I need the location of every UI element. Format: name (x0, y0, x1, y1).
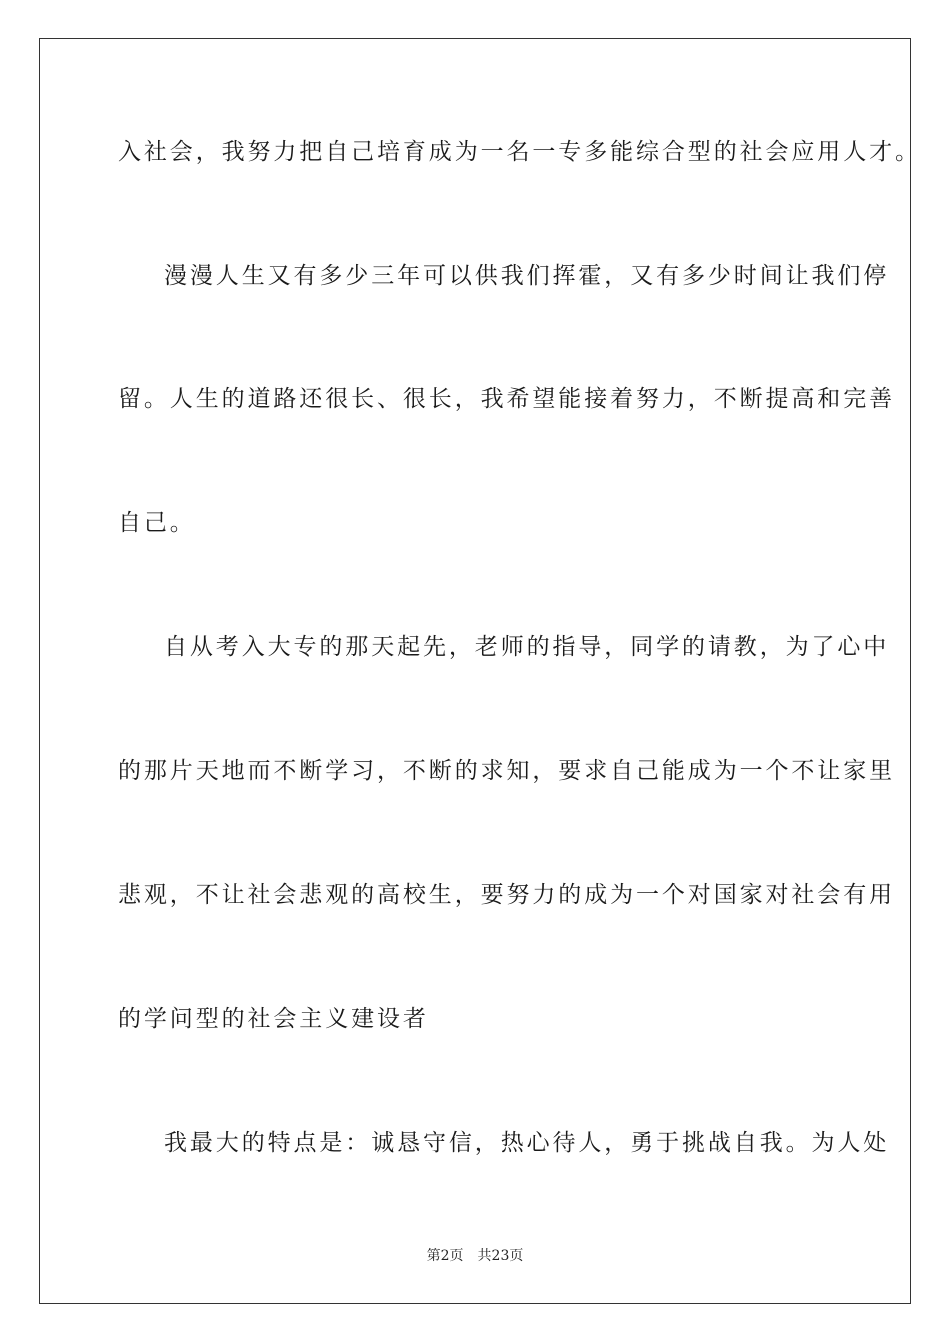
paragraph-line-9: 我最大的特点是：诚恳守信，热心待人，勇于挑战自我。为人处 (164, 1130, 890, 1156)
paragraph-line-4: 自己。 (118, 510, 196, 536)
paragraph-line-8: 的学问型的社会主义建设者 (118, 1006, 429, 1032)
page-border (39, 38, 911, 1304)
paragraph-line-2: 漫漫人生又有多少三年可以供我们挥霍，又有多少时间让我们停 (164, 263, 890, 289)
paragraph-line-6: 的那片天地而不断学习，不断的求知，要求自己能成为一个不让家里 (118, 758, 895, 784)
paragraph-line-3: 留。人生的道路还很长、很长，我希望能接着努力，不断提高和完善 (118, 386, 895, 412)
paragraph-line-1: 入社会，我努力把自己培育成为一名一专多能综合型的社会应用人才。 (118, 139, 921, 165)
paragraph-line-7: 悲观，不让社会悲观的高校生，要努力的成为一个对国家对社会有用 (118, 882, 895, 908)
page-number: 第2页 (426, 1248, 464, 1264)
page-footer (0, 1245, 950, 1265)
paragraph-line-5: 自从考入大专的那天起先，老师的指导，同学的请教，为了心中 (164, 634, 890, 660)
page-total: 共23页 (477, 1248, 524, 1264)
